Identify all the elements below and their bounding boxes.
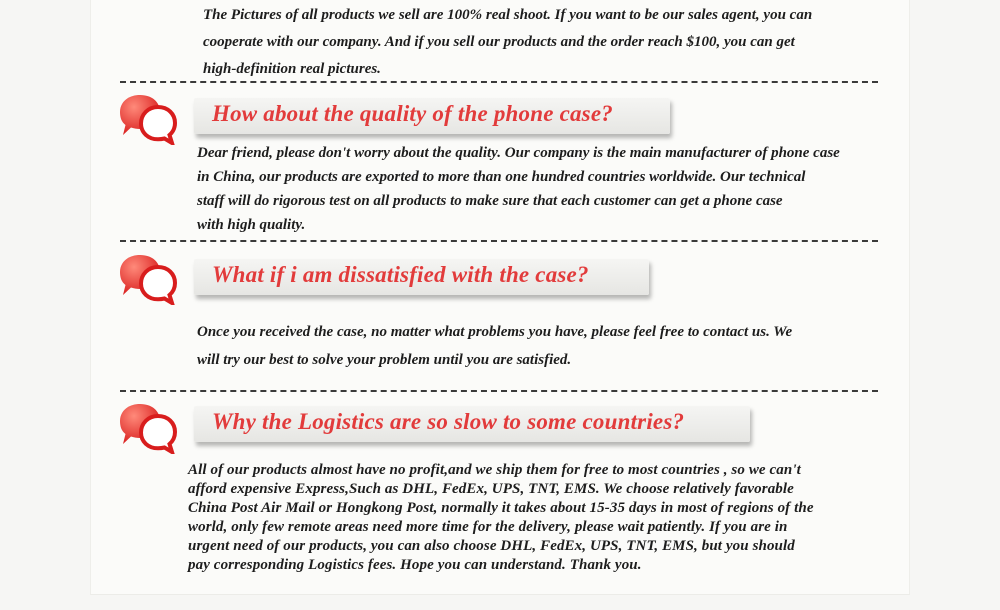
faq-question-title: How about the quality of the phone case? — [212, 101, 613, 126]
faq-question-banner — [194, 406, 750, 442]
speech-bubbles-icon — [120, 93, 178, 145]
section-divider — [120, 390, 878, 392]
speech-bubbles-icon — [120, 402, 178, 454]
intro-text: The Pictures of all products we sell are 100% real shoot. If you want to be our sales agent, you can cooperate with our company. And if you sell our products and the order reach $100, you can get high-definition real pictures. — [203, 7, 813, 77]
faq-answer-text: Once you received the case, no matter what problems you have, please feel free to contact us. We will try our best to solve your problem until you are satisfied. — [197, 324, 793, 368]
faq-question-title: Why the Logistics are so slow to some countries? — [212, 409, 685, 434]
faq-question-banner — [194, 259, 649, 295]
section-divider — [120, 81, 878, 83]
faq-answer-text: Dear friend, please don't worry about the quality. Our company is the main manufacturer of phone case in China, our products are exported to more than one hundred countries worldwide. Our technical staff will do rigorous test on all products to make sure that each customer can get a phone case with high quality. — [197, 145, 840, 233]
faq-question-title: What if i am dissatisfied with the case? — [212, 262, 589, 287]
faq-question-banner — [194, 98, 670, 134]
section-divider — [120, 240, 878, 242]
speech-bubbles-icon — [120, 253, 178, 305]
faq-answer-text: All of our products almost have no profit,and we ship them for free to most countries , so we can't afford expensive Express,Such as DHL, FedEx, UPS, TNT, EMS. We choose relatively favorable China Post Air Mail or Hongkong Post, normally it takes about 15-35 days in most of regions of the world, only few remote areas need more time for the delivery, please wait patiently. If you are in urgent need of our products, you can also choose DHL, FedEx, UPS, TNT, EMS, but you should pay corresponding Logistics fees. Hope you can understand. Thank you. — [188, 462, 814, 573]
